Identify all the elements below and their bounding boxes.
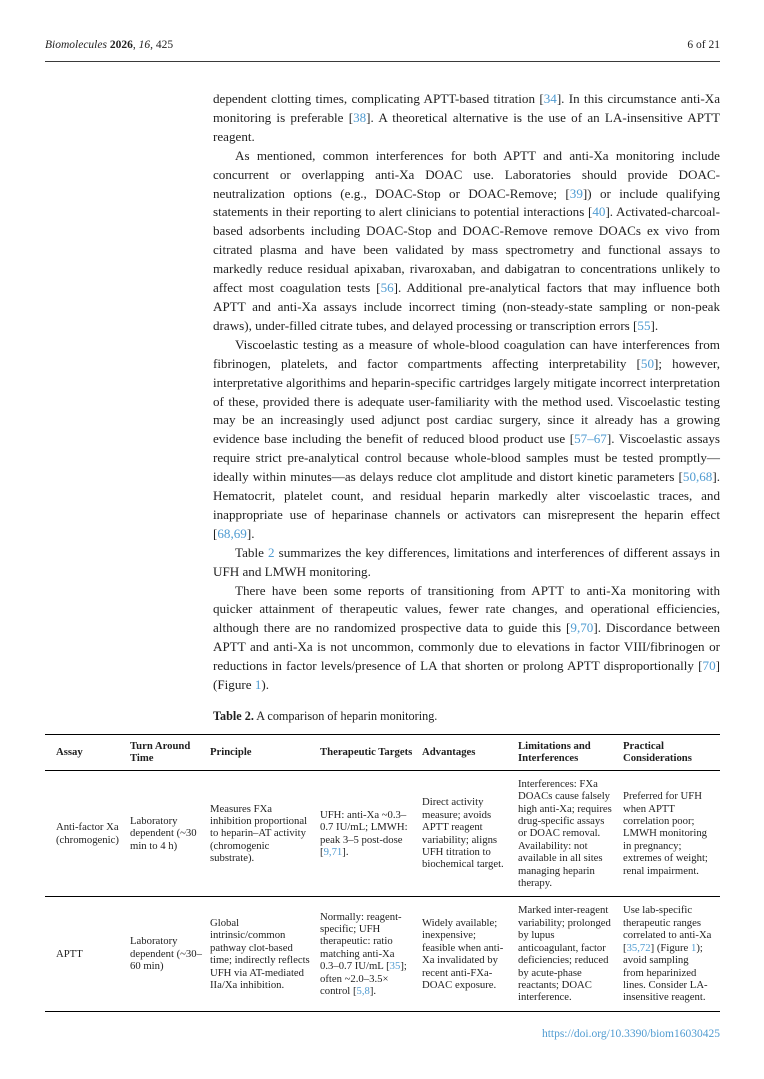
text-segment: There have been some reports of transitioning from APTT to anti-Xa monitoring with quicker attainment of therapeutic values, fewer rate changes, and operational efficiencies, although there are no randomized prospective data to guide this [ — [213, 582, 720, 636]
table-cell — [45, 897, 130, 1011]
text-segment: Direct activity measure; avoids APTT reagent variability; aligns UFH titration to biochemical target. — [422, 796, 504, 871]
reference-link[interactable]: 70 — [702, 658, 716, 674]
text-segment: A comparison of heparin monitoring. — [253, 709, 438, 723]
table-cell — [422, 770, 518, 897]
text-segment: ]. Hematocrit, platelet count, and residual heparin markedly alter viscoelastic traces, and inappropriate use of heparinase channels or activators can misrepresent the heparin effect [ — [213, 469, 720, 541]
table-cell — [210, 770, 320, 897]
table-section — [45, 709, 720, 1012]
column-header: Therapeutic Targets — [320, 735, 422, 771]
reference-link[interactable]: 39 — [569, 185, 583, 201]
reference-link[interactable]: 56 — [380, 280, 394, 296]
text-segment: ); avoid sampling from heparinized lines. Consider LA-insensitive reagent. — [623, 941, 708, 1004]
page-number: 6 of 21 — [687, 39, 720, 51]
text-segment: Anti-factor Xa (chromogenic) — [56, 821, 119, 846]
reference-link[interactable]: 9,70 — [570, 620, 594, 636]
reference-link[interactable]: 50,68 — [682, 469, 713, 485]
table-cell — [210, 897, 320, 1011]
reference-link[interactable]: 9,71 — [323, 846, 343, 859]
text-segment: ]; often ~2.0–3.5× control [ — [320, 960, 407, 998]
text-segment: ]. Viscoelastic assays require strict pre-analytical control because whole-blood samples must be tested promptly—ideally within minutes—as delays reduce clot amplitude and distort kinetic parameters [ — [213, 431, 720, 485]
column-header: Assay — [45, 735, 130, 771]
table-cell — [320, 770, 422, 897]
text-segment: Normally: reagent-specific; UFH therapeutic: ratio matching anti-Xa 0.3–0.7 IU/mL [ — [320, 910, 402, 973]
table-caption — [213, 709, 720, 724]
doi-link[interactable]: https://doi.org/10.3390/biom16030425 — [541, 1028, 720, 1040]
heparin-monitoring-table — [45, 734, 720, 1012]
text-segment: Marked inter-reagent variability; prolonged by lupus anticoagulant, factor deficiencies; reduced by acute-phase reactants; DOAC interference. — [518, 904, 611, 1004]
table-row — [45, 770, 720, 897]
text-segment: ]. In this circumstance anti-Xa monitoring is preferable [ — [213, 91, 721, 125]
table-cell — [623, 770, 720, 897]
reference-link[interactable]: 35,72 — [626, 941, 651, 954]
text-segment: Measures FXa inhibition proportional to heparin–AT activity (chromogenic substrate). — [210, 802, 308, 865]
text-segment: Use lab-specific therapeutic ranges correlated to anti-Xa [ — [623, 904, 712, 954]
paragraph — [213, 544, 720, 582]
reference-link[interactable]: 38 — [353, 109, 367, 125]
reference-link[interactable]: 68,69 — [217, 525, 247, 541]
table-cell — [130, 897, 210, 1011]
table-row — [45, 897, 720, 1011]
text-segment: Widely available; inexpensive; feasible when anti-Xa invalidated by recent anti-FXa-DOAC exposure. — [422, 916, 504, 991]
reference-link[interactable]: 5,8 — [356, 985, 370, 998]
text-segment: ]. — [342, 846, 349, 859]
text-segment: ]. Discordance between APTT and anti-Xa is not uncommon, commonly due to elevations in factor VIII/fibrinogen or reductions in factor levels/presence of LA that shorten or prolong APTT disproportionally [ — [213, 620, 720, 674]
text-segment: 16 — [138, 39, 151, 51]
text-segment: Viscoelastic testing as a measure of whole-blood coagulation can have interferences from fibrinogen, platelets, and factor compartments affecting interpretability [ — [213, 336, 720, 371]
table-cell — [518, 770, 623, 897]
reference-link[interactable]: 40 — [592, 204, 606, 220]
table-cell — [320, 897, 422, 1011]
text-segment: 2026 — [109, 39, 133, 51]
text-segment: Laboratory dependent (~30 min to 4 h) — [130, 815, 197, 852]
text-segment: Laboratory dependent (~30–60 min) — [130, 935, 202, 973]
column-header: Turn Around Time — [130, 735, 210, 771]
reference-link[interactable]: 1 — [690, 941, 697, 954]
paragraph — [213, 582, 720, 695]
reference-link[interactable]: 34 — [543, 91, 557, 106]
text-segment: Biomolecules — [45, 39, 107, 51]
text-segment: summarizes the key differences, limitations and interferences of different assays in UFH and LMWH monitoring. — [213, 544, 720, 579]
text-segment: ]; however, interpretative algorithims and heparin-specific cartridges largely mitigate incorrect interpretation of these, provided there is adequate user-familiarity with the method used. Viscoelastic testing may be an increasingly used adjunct post cardiac surgery, since it already has a growing evidence base including the benefit of reduced blood product use [ — [213, 355, 721, 447]
table-cell — [422, 897, 518, 1011]
body-text — [213, 90, 720, 695]
paragraph — [213, 147, 720, 336]
page-content — [56, 90, 721, 1012]
column-header: Limitations and Interferences — [518, 735, 623, 771]
reference-link[interactable]: 2 — [267, 544, 275, 560]
table-cell — [130, 770, 210, 897]
text-segment: As mentioned, common interferences for both APTT and anti-Xa monitoring include concurrent or overlapping anti-Xa DOAC use. Laboratories should provide DOAC-neutralization options (e.g., DOAC-Stop or DOAC-Remove; [ — [213, 147, 720, 201]
reference-link[interactable]: 35 — [389, 960, 401, 973]
table-cell — [45, 770, 130, 897]
text-segment: ] (Figure — [213, 658, 720, 693]
table-cell — [623, 897, 720, 1011]
text-segment: ]. — [369, 985, 377, 998]
text-segment: ]. A theoretical alternative is the use of an LA-insensitive APTT reagent. — [213, 109, 720, 144]
text-segment: , 425 — [150, 39, 174, 51]
page-header — [45, 39, 720, 51]
text-segment: ]. Activated-charcoal-based adsorbents including DOAC-Stop and DOAC-Remove remove DOACs ex vivo from citrated plasma and have been validated by mass spectrometry and functional assays to markedly reduce residual apixaban, rivaroxaban, and dabigatran to concentrations unlikely to affect most coagulation tests [ — [213, 204, 720, 296]
reference-link[interactable]: 57–67 — [574, 431, 607, 447]
page-footer — [542, 1028, 720, 1040]
column-header: Practical Considerations — [623, 735, 720, 771]
header-divider — [45, 61, 720, 62]
reference-link[interactable]: 55 — [637, 317, 651, 333]
text-segment: ] (Figure — [650, 941, 691, 954]
text-segment: ]. — [246, 525, 255, 541]
text-segment: ]) or include qualifying statements in their reporting to alert clinicians to potential interactions [ — [213, 185, 720, 220]
paragraph — [213, 336, 720, 544]
text-segment: Preferred for UFH when APTT correlation poor; LMWH monitoring in pregnancy; extremes of weight; renal impairment. — [623, 790, 708, 877]
journal-citation — [45, 39, 173, 51]
column-header: Advantages — [422, 735, 518, 771]
text-segment: ]. — [650, 317, 659, 333]
text-segment: Global intrinsic/common pathway clot-based time; indirectly reflects UFH via AT-mediated IIa/Xa inhibition. — [210, 916, 310, 991]
reference-link[interactable]: 50 — [640, 355, 655, 371]
text-segment: Table — [235, 544, 268, 560]
reference-link[interactable]: 1 — [254, 677, 262, 693]
text-segment: APTT — [56, 947, 83, 960]
table-header-row — [45, 735, 720, 771]
paragraph — [213, 90, 720, 147]
text-segment: Table 2. — [213, 709, 254, 723]
text-segment: Interferences: FXa DOACs cause falsely high anti-Xa; requires drug-specific assays or DOAC removal. Availability: not available in all sites managing heparin therapy. — [518, 777, 612, 890]
text-segment: ]. Additional pre-analytical factors that may influence both APTT and anti-Xa assays include incorrect timing (non-steady-state sampling or non-peak draws), under-filled citrate tubes, and delayed processing or transcription errors [ — [213, 280, 720, 333]
table-cell — [518, 897, 623, 1011]
text-segment: UFH: anti-Xa ~0.3–0.7 IU/mL; LMWH: peak 3–5 post-dose [ — [320, 808, 408, 859]
text-segment: dependent clotting times, complicating APTT-based titration [ — [213, 91, 544, 106]
text-segment: ). — [261, 677, 270, 693]
column-header: Principle — [210, 735, 320, 771]
text-segment: , — [132, 39, 139, 51]
